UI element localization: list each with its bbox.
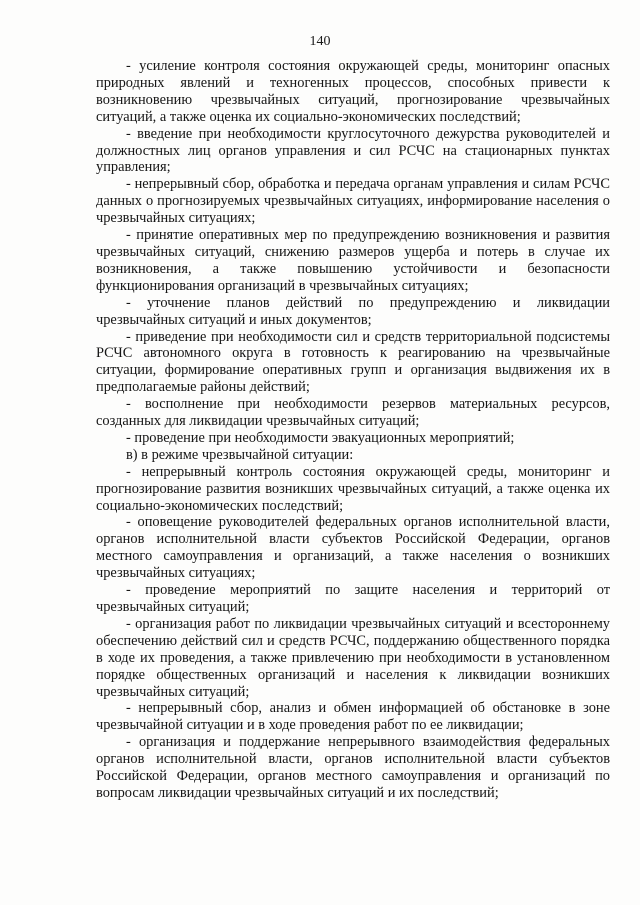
paragraph: - организация работ по ликвидации чрезвычайных ситуаций и всестороннему обеспечению действий сил и средств РСЧС, поддержанию общественного порядка в ходе их проведения, а также привлечению при необходимости в установленном порядке общественных организаций и населения к ликвидации возникших чрезвычайных ситуаций; bbox=[96, 615, 610, 700]
page-number: 140 bbox=[309, 34, 331, 49]
paragraph: - уточнение планов действий по предупреждению и ликвидации чрезвычайных ситуаций и иных документов; bbox=[96, 294, 610, 328]
paragraph: - непрерывный сбор, обработка и передача органам управления и силам РСЧС данных о прогнозируемых чрезвычайных ситуациях, информирование населения о чрезвычайных ситуациях; bbox=[96, 176, 610, 227]
paragraph: - приведение при необходимости сил и средств территориальной подсистемы РСЧС автономного округа в готовность к реагированию на чрезвычайные ситуации, формирование оперативных групп и организация выдвижения их в предполагаемые районы действий; bbox=[96, 328, 610, 396]
paragraph: - введение при необходимости круглосуточного дежурства руководителей и должностных лиц органов управления и сил РСЧС на стационарных пунктах управления; bbox=[96, 125, 610, 176]
paragraph: - оповещение руководителей федеральных органов исполнительной власти, органов исполнительной власти субъектов Российской Федерации, органов местного самоуправления и организаций, а также населения о возникших чрезвычайных ситуациях; bbox=[96, 514, 610, 582]
paragraph: - непрерывный контроль состояния окружающей среды, мониторинг и прогнозирование развития возникших чрезвычайных ситуаций, а также оценка их социально-экономических последствий; bbox=[96, 463, 610, 514]
paragraph: - восполнение при необходимости резервов материальных ресурсов, созданных для ликвидации чрезвычайных ситуаций; bbox=[96, 396, 610, 430]
section-heading: в) в режиме чрезвычайной ситуации: bbox=[126, 446, 354, 463]
paragraph: - организация и поддержание непрерывного взаимодействия федеральных органов исполнительной власти, органов исполнительной власти субъектов Российской Федерации, органов местного самоуправления и организаций по вопросам ликвидации чрезвычайных ситуаций и их последствий; bbox=[96, 734, 610, 801]
paragraph: - проведение мероприятий по защите населения и территорий от чрезвычайных ситуаций; bbox=[96, 582, 610, 615]
paragraph: - усиление контроля состояния окружающей среды, мониторинг опасных природных явлений и техногенных процессов, способных привести к возникновению чрезвычайных ситуаций, прогнозирование чрезвычайных ситуаций, а также оценка их социально-экономических последствий; bbox=[96, 58, 610, 125]
paragraph: - непрерывный сбор, анализ и обмен информацией об обстановке в зоне чрезвычайной ситуации и в ходе проведения работ по ее ликвидации; bbox=[96, 700, 610, 734]
paragraph: - проведение при необходимости эвакуационных мероприятий; bbox=[126, 429, 515, 446]
paragraph: - принятие оперативных мер по предупреждению возникновения и развития чрезвычайных ситуаций, снижению размеров ущерба и потерь в случае их возникновения, а также повышению устойчивости и безопасности функционирования организаций в чрезвычайных ситуациях; bbox=[96, 227, 610, 294]
page-body bbox=[96, 58, 610, 802]
